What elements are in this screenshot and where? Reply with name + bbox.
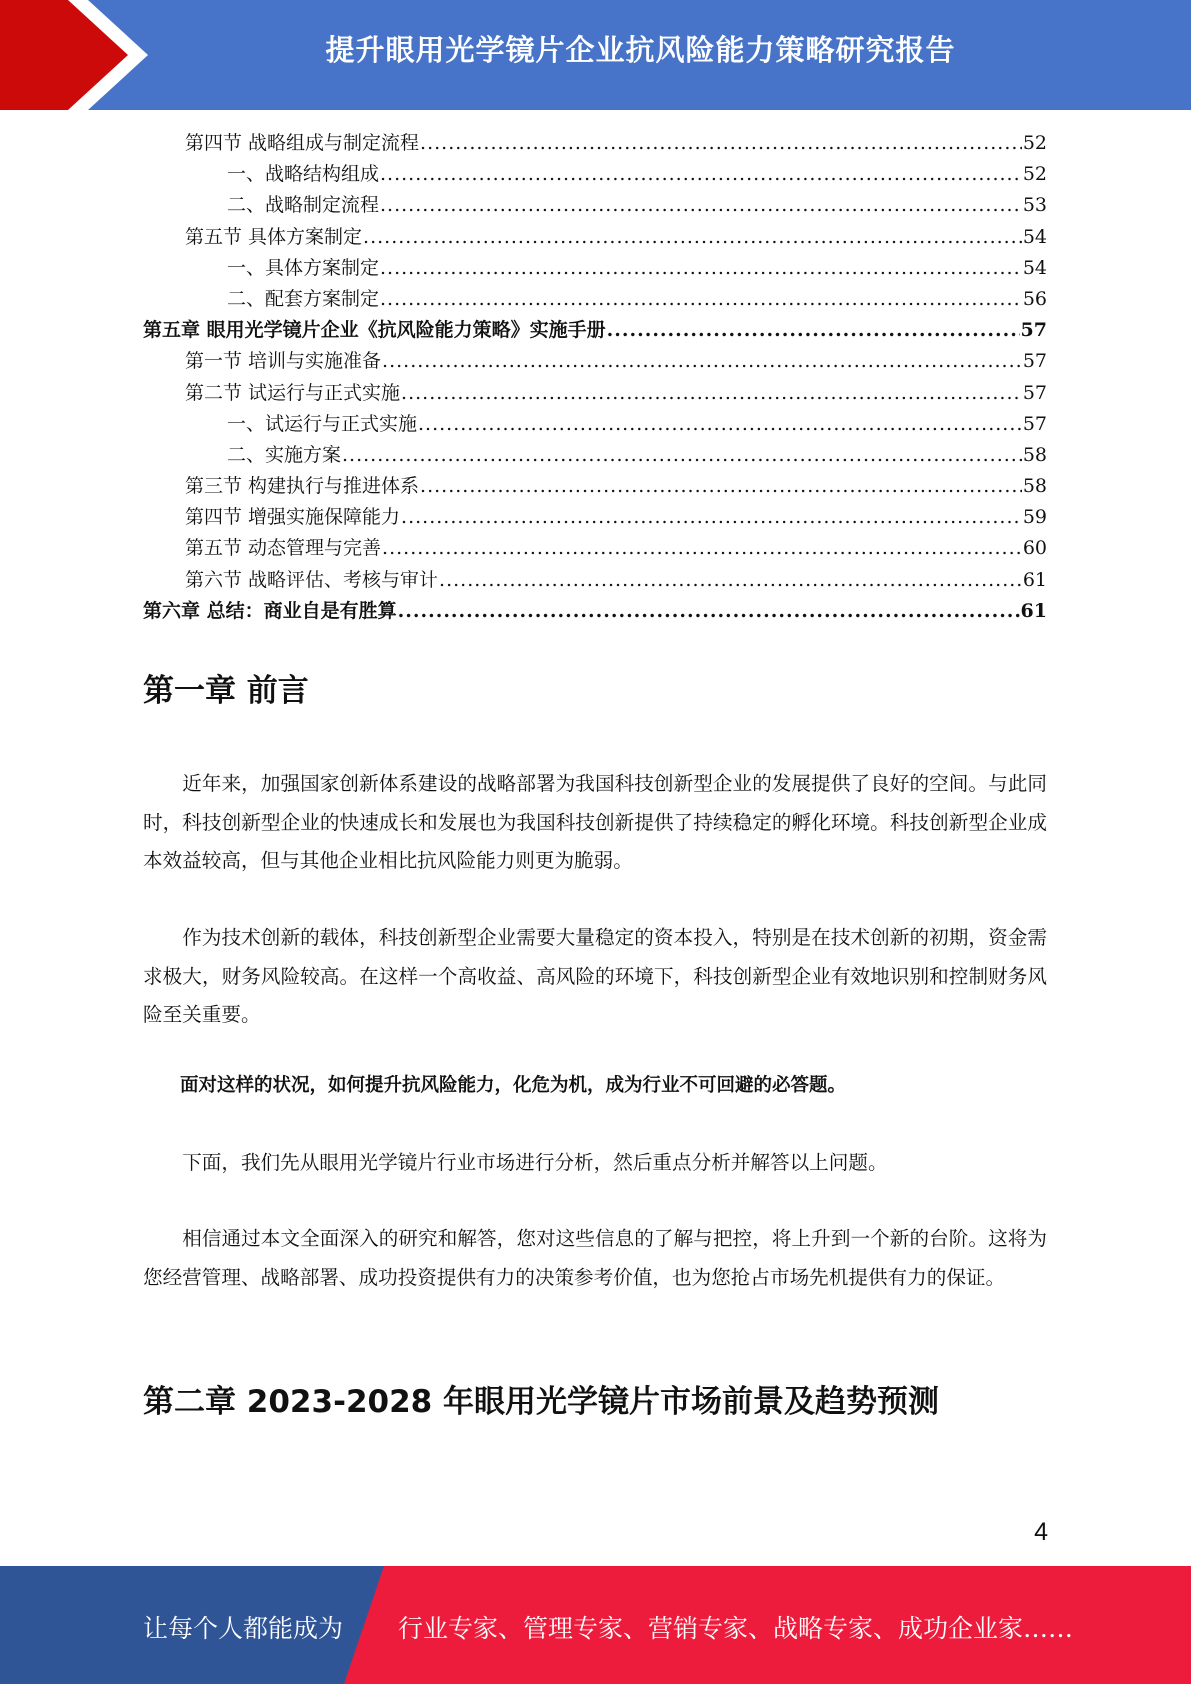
footer-slogan-left: 让每个人都能成为 — [143, 1614, 344, 1643]
toc-entry-title: 二、实施方案 — [227, 443, 342, 466]
footer-slogan-right: 行业专家、管理专家、营销专家、战略专家、成功企业家…… — [398, 1614, 1074, 1643]
toc-entry-page: 57 — [1020, 319, 1047, 342]
table-of-contents — [143, 128, 1047, 627]
toc-entry-title: 第五节 具体方案制定 — [185, 225, 363, 248]
toc-entry[interactable] — [143, 440, 1047, 471]
toc-entry[interactable] — [143, 253, 1047, 284]
toc-entry-page: 58 — [1022, 443, 1047, 466]
toc-entry-title: 第四节 增强实施保障能力 — [185, 506, 401, 529]
toc-entry-title: 一、试运行与正式实施 — [227, 412, 418, 435]
paragraph: 作为技术创新的载体，科技创新型企业需要大量稳定的资本投入，特别是在技术创新的初期，资金需求极大，财务风险较高。在这样一个高收益、高风险的环境下，科技创新型企业有效地识别和控制财务风险至关重要。 — [143, 926, 1047, 1026]
chapter-1-heading: 第一章 前言 — [143, 673, 309, 709]
toc-dot-leader — [363, 222, 1022, 253]
toc-dot-leader — [401, 378, 1022, 409]
toc-entry-page: 56 — [1022, 287, 1047, 310]
toc-entry[interactable] — [143, 502, 1047, 533]
toc-entry[interactable] — [143, 222, 1047, 253]
toc-entry-page: 57 — [1022, 381, 1047, 404]
toc-dot-leader — [380, 159, 1022, 190]
paragraph: 相信通过本文全面深入的研究和解答，您对这些信息的了解与把控，将上升到一个新的台阶。这将为您经营管理、战略部署、成功投资提供有力的决策参考价值，也为您抢占市场先机提供有力的保证。 — [143, 1227, 1047, 1289]
toc-entry-title: 第五节 动态管理与完善 — [185, 537, 382, 560]
toc-dot-leader — [382, 533, 1022, 564]
toc-entry-page: 58 — [1022, 475, 1047, 498]
toc-entry[interactable] — [143, 471, 1047, 502]
toc-entry-page: 54 — [1022, 225, 1047, 248]
toc-entry-page: 52 — [1022, 132, 1047, 154]
toc-entry-page: 57 — [1022, 350, 1047, 373]
toc-entry[interactable] — [143, 159, 1047, 190]
toc-dot-leader — [420, 471, 1022, 502]
toc-entry[interactable] — [143, 409, 1047, 440]
toc-entry-title: 二、战略制定流程 — [227, 194, 380, 217]
toc-dot-leader — [420, 128, 1022, 159]
chapter-2-heading: 第二章 2023-2028 年眼用光学镜片市场前景及趋势预测 — [143, 1384, 940, 1420]
toc-dot-leader — [398, 596, 1020, 627]
toc-dot-leader — [418, 409, 1022, 440]
toc-entry-title: 一、具体方案制定 — [227, 256, 380, 279]
toc-entry-title: 第五章 眼用光学镜片企业《抗风险能力策略》实施手册 — [143, 319, 606, 342]
toc-entry-title: 第一节 培训与实施准备 — [185, 350, 382, 373]
toc-dot-leader — [439, 565, 1022, 596]
paragraph: 近年来，加强国家创新体系建设的战略部署为我国科技创新型企业的发展提供了良好的空间。与此同时，科技创新型企业的快速成长和发展也为我国科技创新提供了持续稳定的孵化环境。科技创新型企业成本效益较高，但与其他企业相比抗风险能力则更为脆弱。 — [143, 772, 1047, 872]
toc-entry-page: 52 — [1022, 163, 1047, 186]
toc-entry[interactable] — [143, 190, 1047, 221]
page-footer — [0, 1566, 1191, 1684]
toc-entry[interactable] — [143, 128, 1047, 159]
toc-entry[interactable] — [143, 565, 1047, 596]
header-arrow-decoration — [0, 0, 160, 110]
toc-entry-title: 第六节 战略评估、考核与审计 — [185, 568, 439, 591]
toc-dot-leader — [607, 315, 1020, 346]
toc-dot-leader — [342, 440, 1022, 471]
toc-entry[interactable] — [143, 284, 1047, 315]
toc-entry-title: 第二节 试运行与正式实施 — [185, 381, 401, 404]
toc-entry-title: 一、战略结构组成 — [227, 163, 380, 186]
toc-entry[interactable] — [143, 346, 1047, 377]
toc-entry-title: 第四节 战略组成与制定流程 — [185, 132, 420, 154]
page-header — [0, 0, 1191, 110]
toc-dot-leader — [382, 346, 1022, 377]
toc-dot-leader — [380, 190, 1022, 221]
toc-chapter-entry[interactable] — [143, 315, 1047, 346]
toc-dot-leader — [380, 284, 1022, 315]
toc-entry-page: 54 — [1022, 256, 1047, 279]
page-number: 4 — [1034, 1518, 1048, 1546]
toc-entry-title: 二、配套方案制定 — [227, 287, 380, 310]
report-title: 提升眼用光学镜片企业抗风险能力策略研究报告 — [325, 33, 956, 67]
toc-entry-page: 61 — [1020, 599, 1047, 622]
toc-entry[interactable] — [143, 533, 1047, 564]
toc-entry-page: 53 — [1022, 194, 1047, 217]
emphasis-paragraph: 面对这样的状况，如何提升抗风险能力，化危为机，成为行业不可回避的必答题。 — [180, 1075, 847, 1096]
toc-entry-page: 60 — [1022, 537, 1047, 560]
toc-entry[interactable] — [143, 378, 1047, 409]
toc-dot-leader — [401, 502, 1022, 533]
toc-chapter-entry[interactable] — [143, 596, 1047, 627]
toc-entry-page: 61 — [1022, 568, 1047, 591]
toc-entry-title: 第三节 构建执行与推进体系 — [185, 475, 420, 498]
paragraph: 下面，我们先从眼用光学镜片行业市场进行分析，然后重点分析并解答以上问题。 — [182, 1151, 888, 1174]
toc-entry-page: 59 — [1022, 506, 1047, 529]
toc-dot-leader — [380, 253, 1022, 284]
toc-entry-title: 第六章 总结：商业自是有胜算 — [143, 599, 397, 622]
toc-entry-page: 57 — [1022, 412, 1047, 435]
